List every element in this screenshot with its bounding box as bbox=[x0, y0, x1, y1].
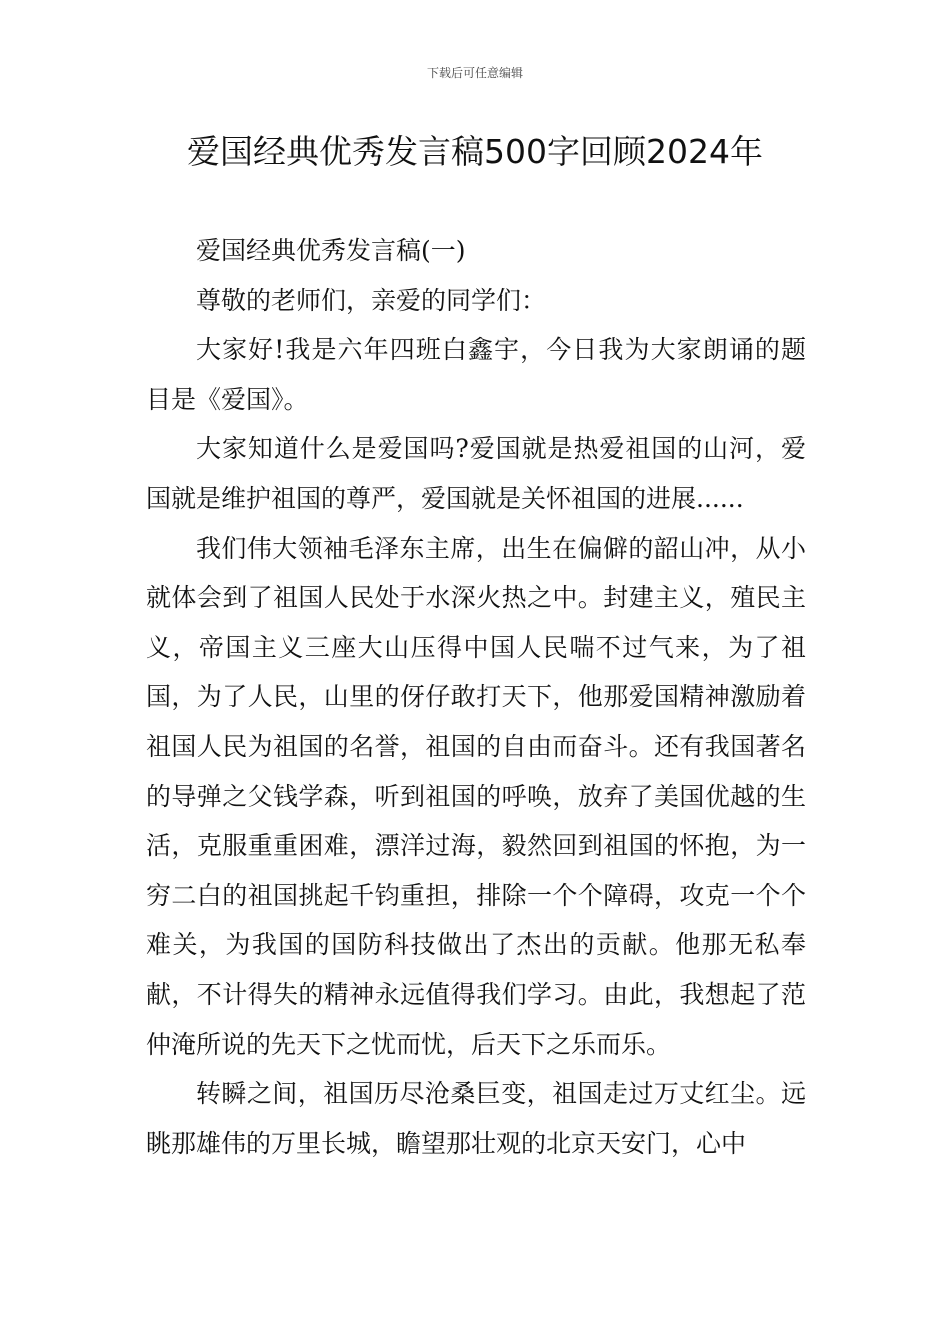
paragraph-definition: 大家知道什么是爱国吗?爱国就是热爱祖国的山河，爱国就是维护祖国的尊严，爱国就是关怀祖国的进展...... bbox=[146, 434, 806, 513]
document-body bbox=[146, 226, 806, 1168]
paragraph-greeting: 大家好!我是六年四班白鑫宇，今日我为大家朗诵的题目是《爱国》。 bbox=[146, 335, 806, 414]
paragraph-subtitle: 爱国经典优秀发言稿(一) bbox=[196, 236, 466, 265]
paragraph-transition: 转瞬之间，祖国历尽沧桑巨变，祖国走过万丈红尘。远眺那雄伟的万里长城，瞻望那壮观的北京天安门，心中 bbox=[146, 1079, 806, 1158]
paragraph-salutation: 尊敬的老师们，亲爱的同学们： bbox=[196, 285, 547, 315]
page-header-note: 下载后可任意编辑 bbox=[426, 66, 523, 80]
paragraph-examples: 我们伟大领袖毛泽东主席，出生在偏僻的韶山冲，从小就体会到了祖国人民处于水深火热之中。封建主义，殖民主义，帝国主义三座大山压得中国人民喘不过气来，为了祖国，为了人民，山里的伢仔敢打天下，他那爱国精神激励着祖国人民为祖国的名誉，祖国的自由而奋斗。还有我国著名的导弹之父钱学森，听到祖国的呼唤，放弃了美国优越的生活，克服重重困难，漂洋过海，毅然回到祖国的怀抱，为一穷二白的祖国挑起千钧重担，排除一个个障碍，攻克一个个难关，为我国的国防科技做出了杰出的贡献。他那无私奉献，不计得失的精神永远值得我们学习。由此，我想起了范仲淹所说的先天下之忧而忧，后天下之乐而乐。 bbox=[146, 533, 806, 1059]
document-title: 爱国经典优秀发言稿500字回顾2024年 bbox=[187, 132, 763, 171]
